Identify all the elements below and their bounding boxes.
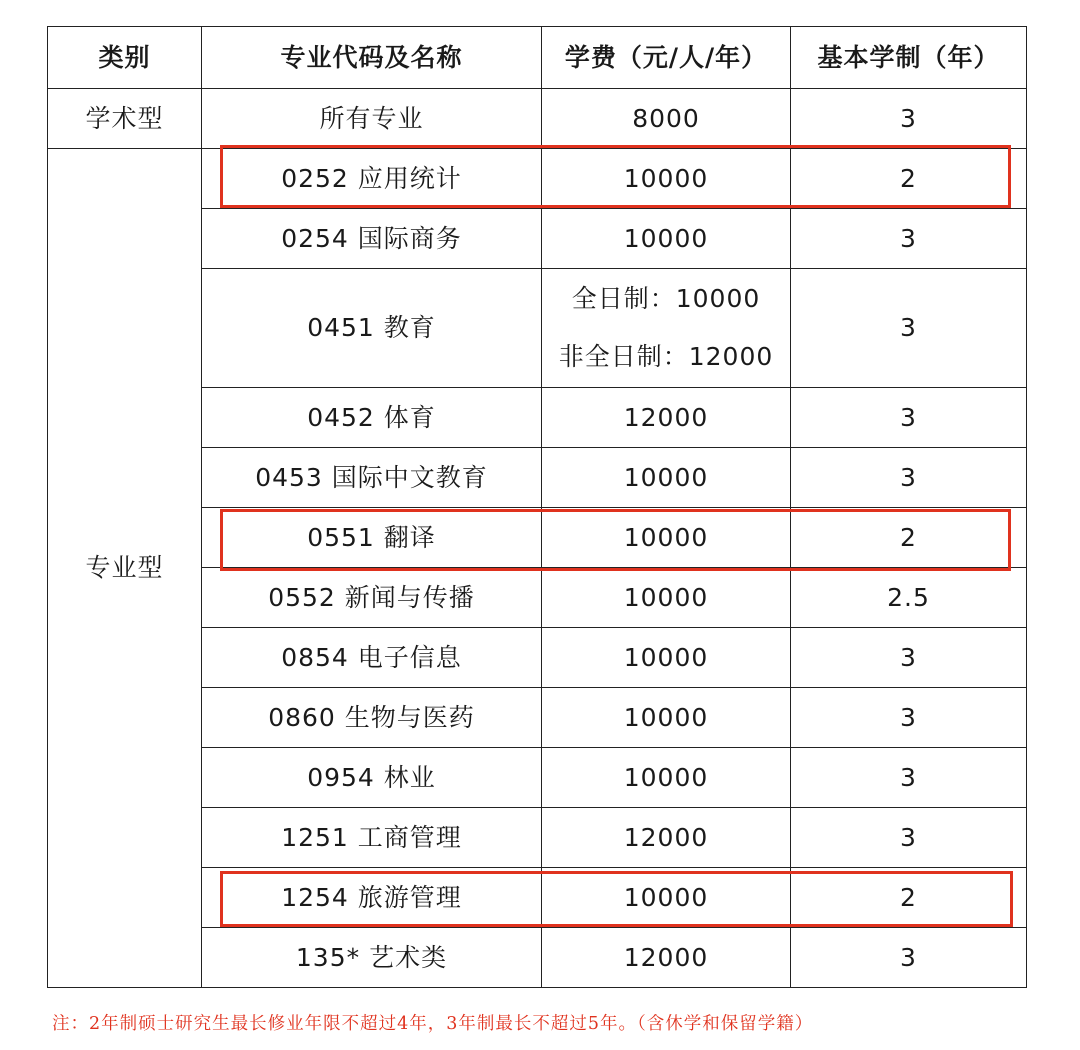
footnote: 注：2年制硕士研究生最长修业年限不超过4年，3年制最长不超过5年。（含休学和保留学籍） — [52, 1014, 814, 1034]
table-row — [48, 149, 1027, 209]
duration-cell: 3 — [791, 628, 1027, 688]
header-category: 类别 — [48, 27, 202, 89]
fee-cell: 12000 — [542, 388, 791, 448]
fee-cell: 10000 — [542, 568, 791, 628]
duration-cell: 3 — [791, 748, 1027, 808]
fee-cell: 10000 — [542, 149, 791, 209]
fee-cell: 12000 — [542, 808, 791, 868]
duration-cell: 2.5 — [791, 568, 1027, 628]
major-cell: 0453 国际中文教育 — [202, 448, 542, 508]
duration-cell: 3 — [791, 269, 1027, 388]
fee-cell: 10000 — [542, 508, 791, 568]
tuition-table — [47, 26, 1027, 988]
category-academic: 学术型 — [48, 89, 202, 149]
major-cell: 0254 国际商务 — [202, 209, 542, 269]
major-cell: 0551 翻译 — [202, 508, 542, 568]
fee-cell: 10000 — [542, 748, 791, 808]
header-fee: 学费（元/人/年） — [542, 27, 791, 89]
header-duration: 基本学制（年） — [791, 27, 1027, 89]
major-cell: 所有专业 — [202, 89, 542, 149]
fee-cell: 8000 — [542, 89, 791, 149]
fee-cell: 10000 — [542, 688, 791, 748]
fee-parttime: 非全日制：12000 — [558, 342, 774, 371]
major-cell: 0451 教育 — [202, 269, 542, 388]
fee-cell: 10000 — [542, 209, 791, 269]
duration-cell: 3 — [791, 808, 1027, 868]
fee-cell — [542, 269, 791, 388]
major-cell: 0854 电子信息 — [202, 628, 542, 688]
duration-cell: 3 — [791, 388, 1027, 448]
duration-cell: 3 — [791, 928, 1027, 988]
major-cell: 0552 新闻与传播 — [202, 568, 542, 628]
fee-cell: 10000 — [542, 868, 791, 928]
major-cell: 0252 应用统计 — [202, 149, 542, 209]
duration-cell: 2 — [791, 508, 1027, 568]
fee-cell: 10000 — [542, 628, 791, 688]
duration-cell: 2 — [791, 868, 1027, 928]
header-major: 专业代码及名称 — [202, 27, 542, 89]
duration-cell: 2 — [791, 149, 1027, 209]
major-cell: 0954 林业 — [202, 748, 542, 808]
table-header-row — [48, 27, 1027, 89]
fee-fulltime: 全日制：10000 — [571, 284, 761, 313]
duration-cell: 3 — [791, 688, 1027, 748]
major-cell: 0860 生物与医药 — [202, 688, 542, 748]
major-cell: 0452 体育 — [202, 388, 542, 448]
duration-cell: 3 — [791, 209, 1027, 269]
duration-cell: 3 — [791, 448, 1027, 508]
duration-cell: 3 — [791, 89, 1027, 149]
major-cell: 1251 工商管理 — [202, 808, 542, 868]
fee-cell: 10000 — [542, 448, 791, 508]
table-row-academic — [48, 89, 1027, 149]
fee-cell: 12000 — [542, 928, 791, 988]
major-cell: 135* 艺术类 — [202, 928, 542, 988]
major-cell: 1254 旅游管理 — [202, 868, 542, 928]
category-professional: 专业型 — [48, 149, 202, 988]
